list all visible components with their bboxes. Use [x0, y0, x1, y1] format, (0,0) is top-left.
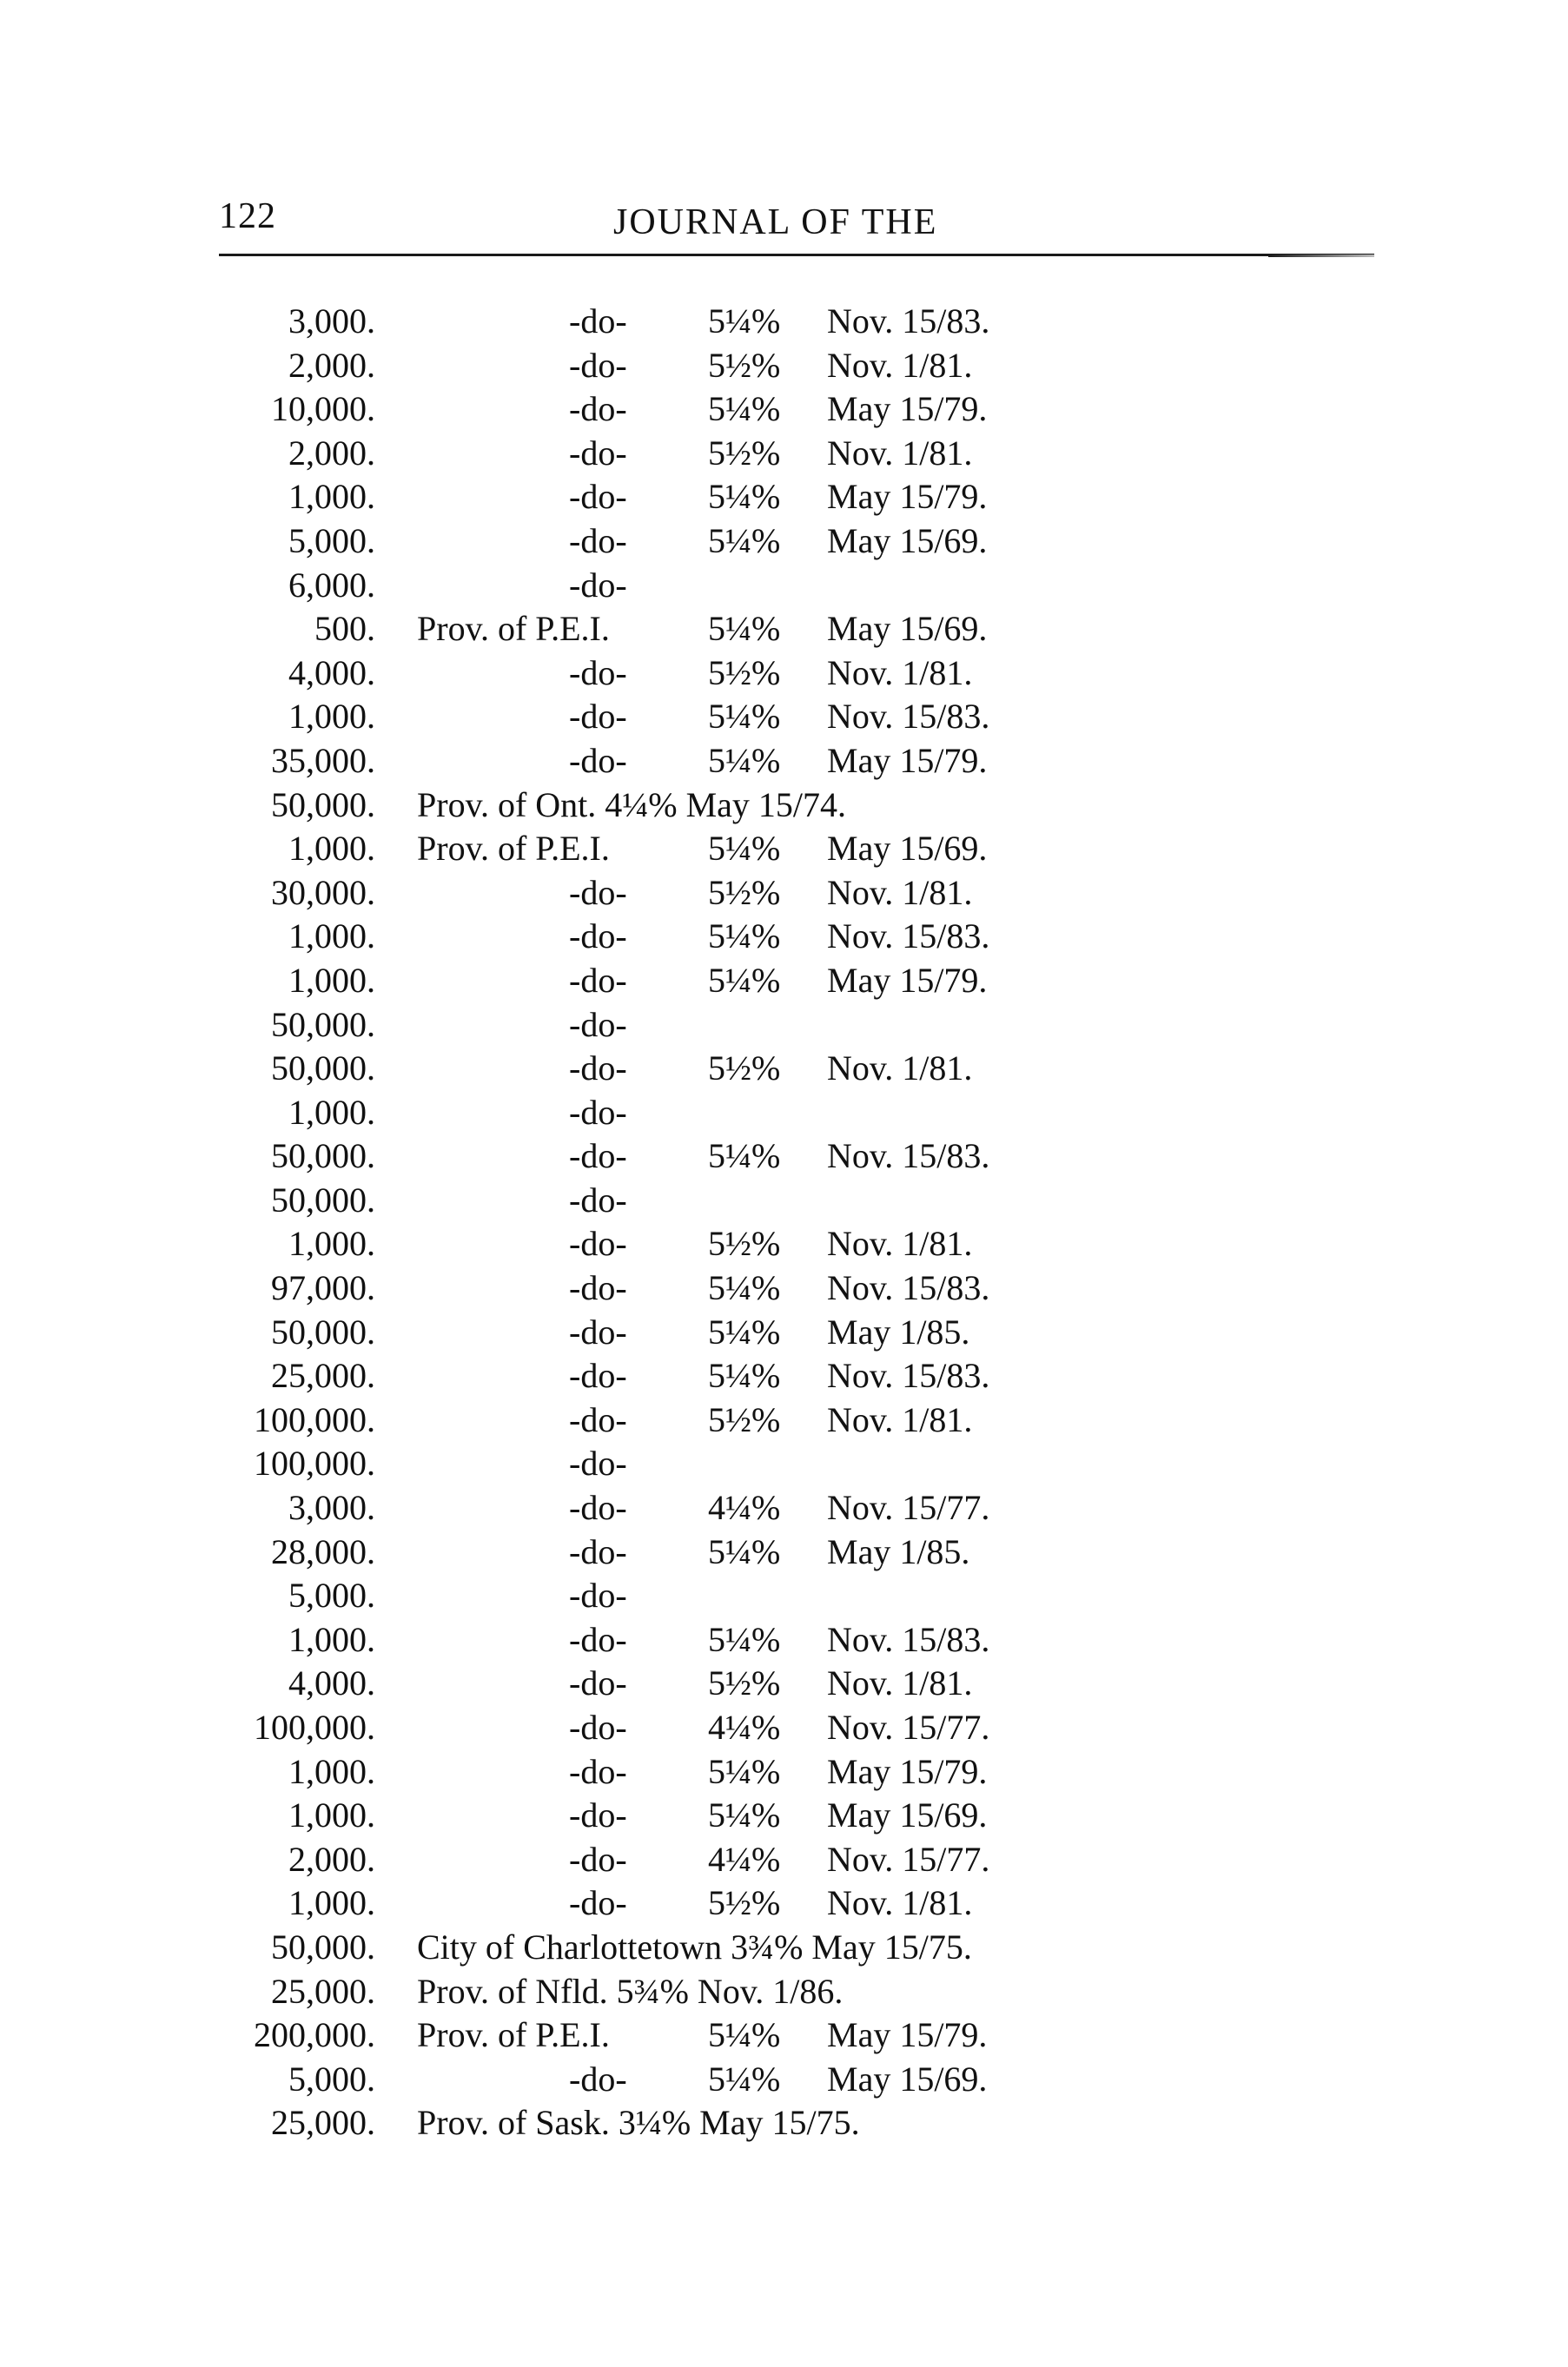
list-item: [0, 564, 1568, 608]
entry-ditto: -do-: [569, 697, 627, 737]
entry-rate: 5¼%: [708, 1795, 781, 1835]
entry-amount: 25,000.: [271, 1971, 375, 2011]
entry-rate: 5¼%: [708, 477, 781, 517]
entry-amount: 1,000.: [288, 1224, 375, 1264]
entry-ditto: -do-: [569, 1708, 627, 1747]
entry-ditto: -do-: [569, 520, 627, 560]
list-item: [0, 959, 1568, 1003]
entry-amount: 50,000.: [271, 1927, 375, 1967]
entry-amount: 5,000.: [288, 2059, 375, 2099]
entry-rate: 5¼%: [708, 301, 781, 341]
entry-issuer: Prov. of P.E.I.: [417, 829, 610, 869]
entry-rate: 5¼%: [708, 1268, 781, 1308]
entry-amount: 1,000.: [288, 916, 375, 956]
entry-ditto: -do-: [569, 1883, 627, 1923]
entry-amount: 1,000.: [288, 697, 375, 737]
entry-rate: 5¼%: [708, 520, 781, 560]
entry-rate: 5½%: [708, 872, 781, 912]
entry-rate: 5¼%: [708, 1751, 781, 1791]
list-item: [0, 607, 1568, 651]
entry-maturity: Nov. 15/83.: [827, 697, 990, 737]
entry-amount: 100,000.: [254, 1399, 375, 1439]
entry-maturity: Nov. 15/83.: [827, 1268, 990, 1308]
list-item: [0, 1706, 1568, 1750]
entry-maturity: Nov. 15/83.: [827, 301, 990, 341]
list-item: [0, 1047, 1568, 1091]
list-item: [0, 915, 1568, 959]
list-item: [0, 1531, 1568, 1575]
entry-amount: 500.: [314, 609, 375, 649]
list-item: [0, 871, 1568, 916]
entry-issuer: Prov. of P.E.I.: [417, 2015, 610, 2055]
entry-amount: 30,000.: [271, 872, 375, 912]
list-item: [0, 475, 1568, 519]
entry-maturity: May 15/69.: [827, 520, 988, 560]
entry-rate: 5¼%: [708, 916, 781, 956]
entry-amount: 1,000.: [288, 829, 375, 869]
entry-rate: 5¼%: [708, 1619, 781, 1659]
list-item: [0, 1970, 1568, 2014]
entry-ditto: -do-: [569, 345, 627, 385]
list-item: [0, 519, 1568, 564]
entry-amount: 2,000.: [288, 433, 375, 473]
header-rule: [219, 254, 1374, 256]
entry-issuer: Prov. of Ont. 4¼% May 15/74.: [417, 784, 847, 824]
entry-amount: 10,000.: [271, 389, 375, 429]
entry-maturity: Nov. 15/77.: [827, 1708, 990, 1747]
entry-amount: 35,000.: [271, 740, 375, 780]
list-item: [0, 1662, 1568, 1706]
entry-maturity: May 15/79.: [827, 740, 988, 780]
entry-ditto: -do-: [569, 1576, 627, 1616]
entry-maturity: May 15/79.: [827, 960, 988, 1000]
entry-rate: 5¼%: [708, 609, 781, 649]
entry-amount: 100,000.: [254, 1444, 375, 1484]
entry-amount: 1,000.: [288, 1751, 375, 1791]
entry-amount: 50,000.: [271, 1136, 375, 1176]
list-item: [0, 1794, 1568, 1838]
entry-ditto: -do-: [569, 1136, 627, 1176]
securities-list: [0, 300, 1568, 2146]
entry-ditto: -do-: [569, 1224, 627, 1264]
entry-maturity: Nov. 1/81.: [827, 872, 973, 912]
entry-rate: 5¼%: [708, 2059, 781, 2099]
list-item: [0, 1003, 1568, 1048]
entry-ditto: -do-: [569, 1795, 627, 1835]
list-item: [0, 1750, 1568, 1795]
list-item: [0, 432, 1568, 476]
entry-rate: 4¼%: [708, 1488, 781, 1528]
entry-amount: 1,000.: [288, 960, 375, 1000]
entry-ditto: -do-: [569, 301, 627, 341]
list-item: [0, 1354, 1568, 1398]
entry-amount: 50,000.: [271, 1312, 375, 1352]
entry-rate: 5¼%: [708, 2015, 781, 2055]
entry-ditto: -do-: [569, 1268, 627, 1308]
entry-ditto: -do-: [569, 477, 627, 517]
entry-maturity: Nov. 15/83.: [827, 1619, 990, 1659]
entry-issuer: Prov. of Sask. 3¼% May 15/75.: [417, 2103, 860, 2143]
entry-amount: 4,000.: [288, 652, 375, 692]
list-item: [0, 1442, 1568, 1486]
entry-maturity: May 15/69.: [827, 609, 988, 649]
entry-rate: 5¼%: [708, 740, 781, 780]
entry-amount: 5,000.: [288, 1576, 375, 1616]
list-item: [0, 2013, 1568, 2058]
entry-ditto: -do-: [569, 1356, 627, 1396]
list-item: [0, 344, 1568, 388]
entry-ditto: -do-: [569, 1004, 627, 1044]
entry-ditto: -do-: [569, 1092, 627, 1132]
entry-maturity: May 1/85.: [827, 1312, 970, 1352]
list-item: [0, 1486, 1568, 1531]
entry-amount: 4,000.: [288, 1663, 375, 1703]
entry-issuer: Prov. of P.E.I.: [417, 609, 610, 649]
entry-amount: 50,000.: [271, 1048, 375, 1088]
entry-maturity: Nov. 15/77.: [827, 1488, 990, 1528]
entry-maturity: Nov. 1/81.: [827, 1048, 973, 1088]
list-item: [0, 695, 1568, 739]
entry-amount: 5,000.: [288, 520, 375, 560]
list-item: [0, 1134, 1568, 1179]
entry-issuer: City of Charlottetown 3¾% May 15/75.: [417, 1927, 972, 1967]
list-item: [0, 1266, 1568, 1311]
entry-rate: 5½%: [708, 652, 781, 692]
entry-maturity: Nov. 15/77.: [827, 1839, 990, 1879]
list-item: [0, 387, 1568, 432]
entry-maturity: May 15/79.: [827, 1751, 988, 1791]
entry-maturity: Nov. 1/81.: [827, 652, 973, 692]
entry-rate: 5½%: [708, 1883, 781, 1923]
entry-amount: 1,000.: [288, 1092, 375, 1132]
list-item: [0, 1618, 1568, 1663]
entry-ditto: -do-: [569, 433, 627, 473]
list-item: [0, 1574, 1568, 1618]
entry-maturity: Nov. 15/83.: [827, 916, 990, 956]
entry-amount: 25,000.: [271, 1356, 375, 1396]
entry-rate: 5¼%: [708, 1136, 781, 1176]
entry-amount: 97,000.: [271, 1268, 375, 1308]
entry-amount: 3,000.: [288, 301, 375, 341]
entry-maturity: Nov. 15/83.: [827, 1136, 990, 1176]
entry-rate: 5¼%: [708, 697, 781, 737]
list-item: [0, 739, 1568, 783]
entry-ditto: -do-: [569, 1839, 627, 1879]
entry-maturity: May 15/69.: [827, 2059, 988, 2099]
entry-maturity: Nov. 1/81.: [827, 433, 973, 473]
entry-ditto: -do-: [569, 1531, 627, 1571]
entry-amount: 28,000.: [271, 1531, 375, 1571]
entry-rate: 5½%: [708, 345, 781, 385]
entry-rate: 5¼%: [708, 1531, 781, 1571]
list-item: [0, 827, 1568, 871]
list-item: [0, 1222, 1568, 1266]
entry-ditto: -do-: [569, 1444, 627, 1484]
list-item: [0, 783, 1568, 828]
entry-ditto: -do-: [569, 1488, 627, 1528]
entry-rate: 5½%: [708, 433, 781, 473]
entry-rate: 5¼%: [708, 960, 781, 1000]
entry-maturity: May 15/69.: [827, 1795, 988, 1835]
list-item: [0, 1311, 1568, 1355]
entry-ditto: -do-: [569, 2059, 627, 2099]
running-head: JOURNAL OF THE: [613, 202, 938, 242]
entry-maturity: May 15/79.: [827, 389, 988, 429]
entry-ditto: -do-: [569, 389, 627, 429]
list-item: [0, 2101, 1568, 2146]
entry-rate: 5½%: [708, 1224, 781, 1264]
entry-rate: 4¼%: [708, 1708, 781, 1747]
entry-ditto: -do-: [569, 1180, 627, 1220]
entry-ditto: -do-: [569, 565, 627, 605]
entry-ditto: -do-: [569, 1751, 627, 1791]
entry-maturity: May 15/69.: [827, 829, 988, 869]
entry-ditto: -do-: [569, 960, 627, 1000]
list-item: [0, 1091, 1568, 1135]
header-rule-fade: [1268, 255, 1374, 257]
entry-amount: 25,000.: [271, 2103, 375, 2143]
entry-amount: 50,000.: [271, 1004, 375, 1044]
entry-maturity: Nov. 1/81.: [827, 1663, 973, 1703]
entry-ditto: -do-: [569, 1619, 627, 1659]
entry-maturity: May 1/85.: [827, 1531, 970, 1571]
entry-amount: 6,000.: [288, 565, 375, 605]
entry-maturity: Nov. 1/81.: [827, 1224, 973, 1264]
entry-amount: 200,000.: [254, 2015, 375, 2055]
list-item: [0, 300, 1568, 344]
list-item: [0, 1398, 1568, 1443]
entry-maturity: Nov. 1/81.: [827, 345, 973, 385]
list-item: [0, 1838, 1568, 1882]
entry-amount: 1,000.: [288, 477, 375, 517]
entry-rate: 5¼%: [708, 389, 781, 429]
entry-rate: 5¼%: [708, 829, 781, 869]
entry-maturity: Nov. 1/81.: [827, 1883, 973, 1923]
entry-maturity: May 15/79.: [827, 477, 988, 517]
entry-amount: 50,000.: [271, 1180, 375, 1220]
entry-amount: 2,000.: [288, 1839, 375, 1879]
list-item: [0, 1179, 1568, 1223]
entry-rate: 5½%: [708, 1663, 781, 1703]
entry-ditto: -do-: [569, 1399, 627, 1439]
entry-ditto: -do-: [569, 740, 627, 780]
entry-amount: 3,000.: [288, 1488, 375, 1528]
list-item: [0, 651, 1568, 696]
entry-ditto: -do-: [569, 872, 627, 912]
entry-issuer: Prov. of Nfld. 5¾% Nov. 1/86.: [417, 1971, 844, 2011]
entry-rate: 5¼%: [708, 1356, 781, 1396]
list-item: [0, 1926, 1568, 1970]
entry-amount: 2,000.: [288, 345, 375, 385]
entry-ditto: -do-: [569, 1048, 627, 1088]
entry-maturity: Nov. 1/81.: [827, 1399, 973, 1439]
entry-amount: 1,000.: [288, 1619, 375, 1659]
entry-ditto: -do-: [569, 1663, 627, 1703]
page-number: 122: [219, 196, 276, 236]
entry-ditto: -do-: [569, 652, 627, 692]
entry-ditto: -do-: [569, 1312, 627, 1352]
entry-amount: 100,000.: [254, 1708, 375, 1747]
entry-rate: 5¼%: [708, 1312, 781, 1352]
entry-rate: 4¼%: [708, 1839, 781, 1879]
entry-amount: 50,000.: [271, 784, 375, 824]
entry-rate: 5½%: [708, 1399, 781, 1439]
entry-amount: 1,000.: [288, 1795, 375, 1835]
entry-maturity: Nov. 15/83.: [827, 1356, 990, 1396]
entry-ditto: -do-: [569, 916, 627, 956]
entry-maturity: May 15/79.: [827, 2015, 988, 2055]
entry-amount: 1,000.: [288, 1883, 375, 1923]
list-item: [0, 2058, 1568, 2102]
entry-rate: 5½%: [708, 1048, 781, 1088]
list-item: [0, 1881, 1568, 1926]
